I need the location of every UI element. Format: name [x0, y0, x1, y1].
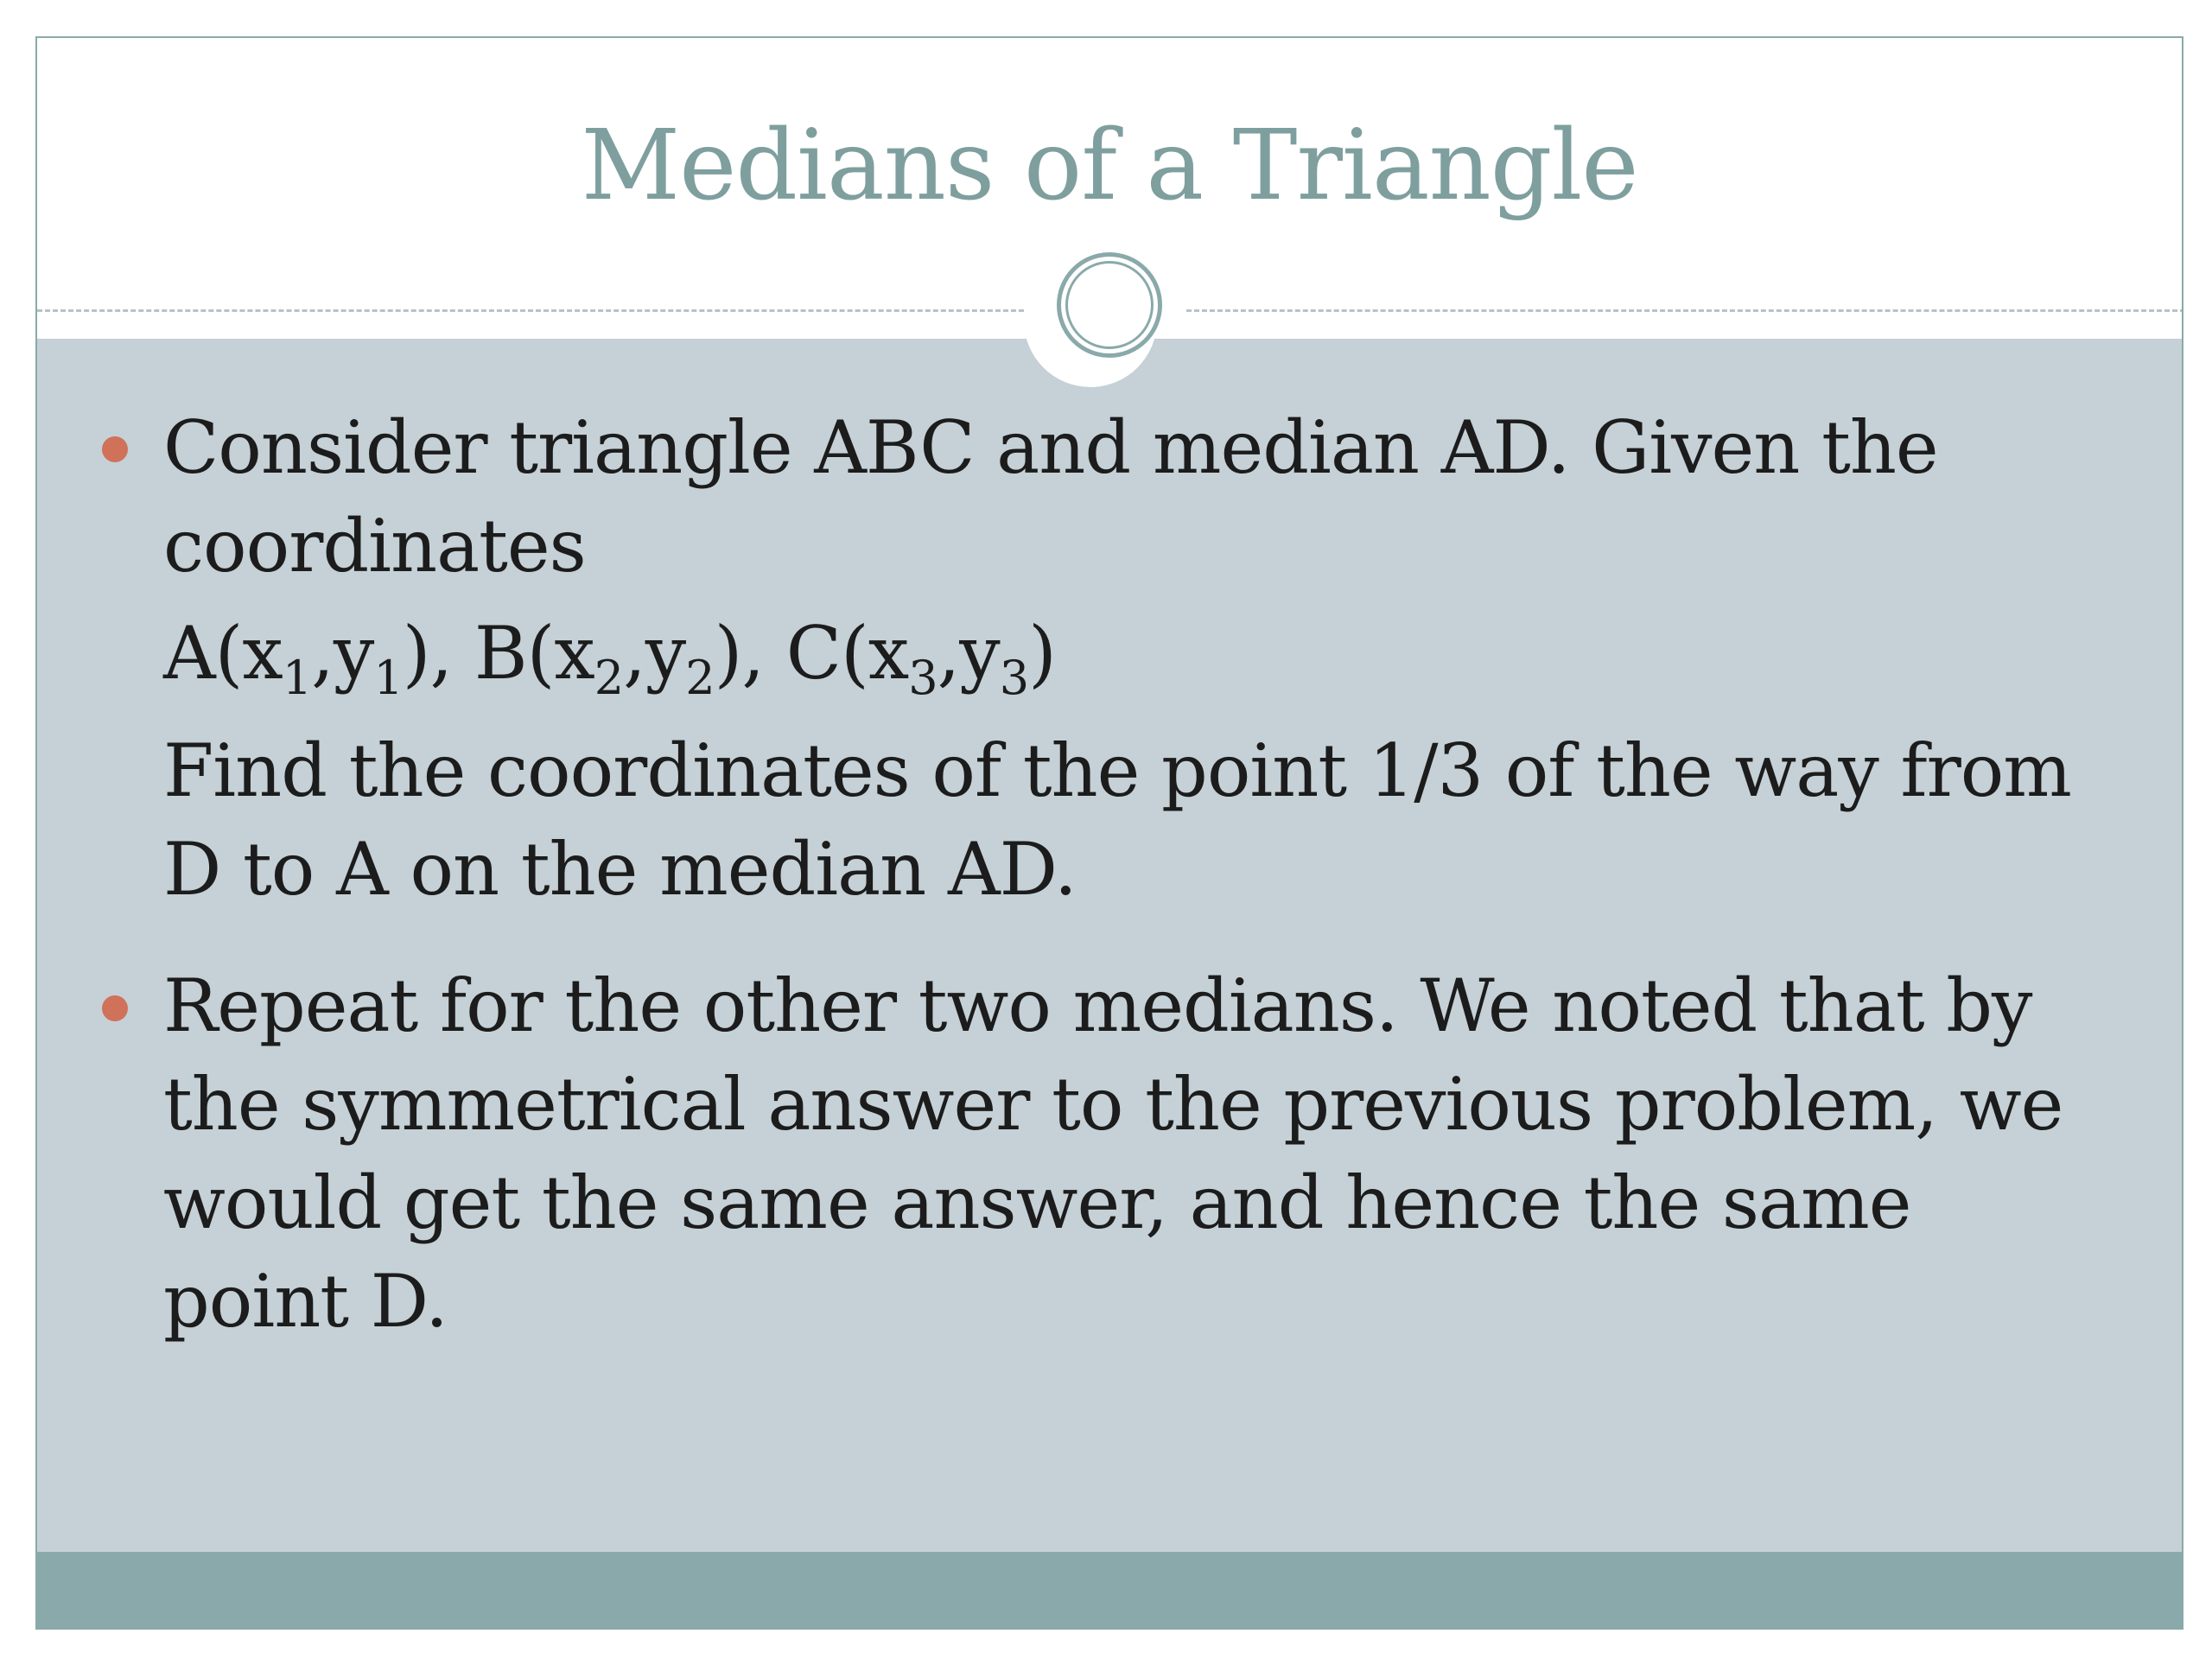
bullet-2-line-4: point D. [163, 1259, 448, 1344]
coord-b-mid: ,y [623, 611, 686, 696]
footer-band [37, 1552, 2182, 1628]
bullet-2-line-1: Repeat for the other two medians. We noted that by [163, 963, 2032, 1048]
bullet-2-line-2: the symmetrical answer to the previous problem, we [163, 1062, 2063, 1147]
coord-c-suffix: ) [1028, 611, 1056, 696]
circle-ornament-inner-ring [1065, 261, 1154, 349]
coord-a-suffix: ), B(x [402, 611, 594, 696]
coord-c-x-sub: 3 [908, 651, 938, 705]
bullet-1-line-2: coordinates [163, 504, 586, 588]
bullet-2-line-3: would get the same answer, and hence the same [163, 1160, 1911, 1245]
find-line-2: D to A on the median AD. [163, 827, 1077, 912]
coordinates-line [163, 611, 1056, 705]
coord-b-suffix: ), C(x [714, 611, 909, 696]
find-line-1: Find the coordinates of the point 1/3 of the way from [163, 728, 2071, 813]
coord-c-y-sub: 3 [999, 651, 1029, 705]
bullet-1-line-1: Consider triangle ABC and median AD. Given the [163, 405, 1938, 490]
coord-b-y-sub: 2 [685, 651, 715, 705]
bullet-dot-icon [102, 995, 128, 1021]
coord-a-y-sub: 1 [373, 651, 403, 705]
coord-a-x-sub: 1 [282, 651, 312, 705]
divider-right [1186, 309, 2183, 312]
coord-a-prefix: A(x [163, 611, 283, 696]
bullet-dot-icon [102, 436, 128, 462]
coord-a-mid: ,y [311, 611, 374, 696]
coord-b-x-sub: 2 [594, 651, 624, 705]
slide [35, 36, 2183, 1630]
slide-title: Medians of a Triangle [581, 110, 1638, 222]
coord-c-mid: ,y [937, 611, 1000, 696]
divider-left [37, 309, 1039, 312]
